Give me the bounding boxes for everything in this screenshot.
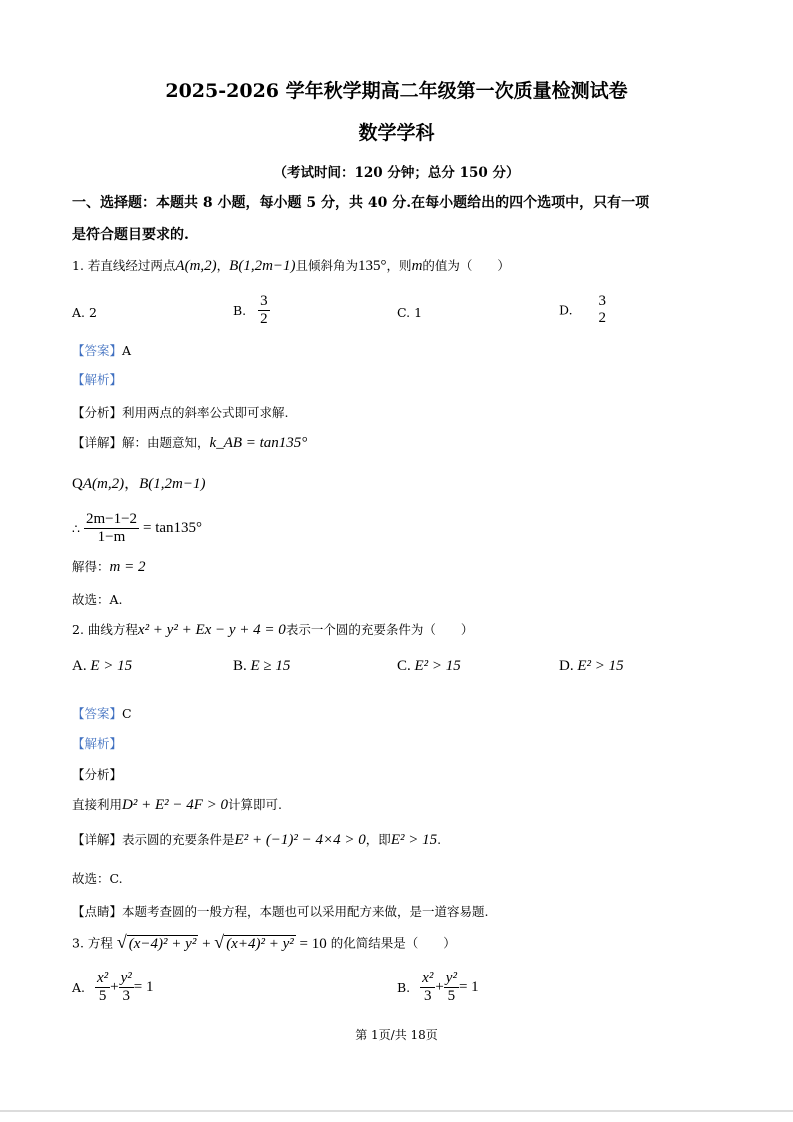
q1-suffix: 的值为（ ） (422, 258, 510, 273)
q2-detail-formula: E² + (−1)² − 4×4 > 0 (234, 832, 366, 848)
q1-option-b-fraction: $\frac{3}{2}$ (260, 293, 268, 327)
q2-direct-formula: D² + E² − 4F > 0 (122, 797, 229, 813)
q1-option-c: C. 1 (397, 305, 423, 320)
exam-info: （考试时间：120 分钟；总分 150 分） (273, 165, 520, 181)
q3-stem: 3. 方程 √ (x−4)² + y² + √ (x+4)² + y² = 10 的化简结果是（ ） (72, 932, 456, 952)
section-heading-line2: 是符合题目要求的. (72, 227, 189, 243)
q1-step2: ∴ $\frac{2m-1-2}{1-m}$ = tan135° (72, 511, 203, 545)
answer-tag: 【答案】 (72, 706, 123, 721)
q1-step2-fraction: $\frac{2m-1-2}{1-m}$ (85, 511, 138, 545)
q3-option-b: B. $\frac{\text{x²}}{3}$ + $\frac{\text{y²}}{5}$ = 1 (397, 970, 479, 1004)
q3-option-a-y-fraction: $\frac{\text{y²}}{3}$ (120, 970, 132, 1004)
q1-choose: 故选：A. (72, 592, 123, 607)
q2-option-a: A. E > 15 (72, 658, 133, 674)
q2-answer-value: C (122, 706, 132, 721)
q2-option-c: C. E² > 15 (397, 658, 461, 674)
section-heading-line1: 一、选择题：本题共 8 小题，每小题 5 分，共 40 分.在每小题给出的四个选项中，只有一项 (72, 195, 650, 211)
answer-tag: 【答案】 (72, 343, 123, 358)
q2-analysis-tag: 【解析】 (72, 736, 123, 751)
q1-answer (72, 341, 131, 359)
q3-option-b-x-fraction: $\frac{\text{x²}}{3}$ (422, 970, 434, 1004)
q2-fenxi-tag: 【分析】 (72, 767, 123, 782)
q1-analysis-tag: 【解析】 (72, 372, 123, 387)
q1-var: m (411, 258, 423, 274)
q3-option-b-y-fraction: $\frac{\text{y²}}{5}$ (445, 970, 457, 1004)
q1-comma: ， (216, 258, 230, 273)
page-title: 2025-2026 学年秋学期高二年级第一次质量检测试卷 (165, 80, 628, 102)
q1-option-d-fraction: 3 2 (598, 293, 607, 326)
q2-stem: 2. 曲线方程x² + y² + Ex − y + 4 = 0表示一个圆的充要条件为（ ） (72, 622, 474, 638)
q1-option-a: A. 2 (72, 305, 97, 320)
q1-prefix: 1. 若直线经过两点 (72, 258, 176, 273)
q1-mid: 且倾斜角为 (295, 258, 359, 273)
q1-option-d: D. 3 2 (559, 293, 607, 326)
page-footer: 第 1页/共 18页 (355, 1028, 438, 1042)
q1-answer-value: A (122, 343, 132, 358)
q1-point-b: B(1,2m−1) (229, 258, 296, 274)
bottom-divider (0, 1110, 793, 1112)
q3-option-a: A. $\frac{\text{x²}}{5}$ + $\frac{\text{y²}}{3}$ = 1 (72, 970, 154, 1004)
q2-direct: 直接利用D² + E² − 4F > 0计算即可. (72, 797, 283, 813)
q1-detail-formula: k_AB = tan135° (209, 435, 308, 451)
q1-mid2: ，则 (386, 258, 412, 273)
subject-title: 数学学科 (358, 122, 435, 144)
q1-option-b: B. $\frac{3}{2}$ (233, 293, 268, 327)
q1-solve: 解得：m = 2 (72, 559, 146, 575)
q2-option-d: D. E² > 15 (559, 658, 624, 674)
q2-detail: 【详解】表示圆的充要条件是E² + (−1)² − 4×4 > 0，即E² > 15. (72, 832, 442, 848)
q2-dianjing: 【点睛】本题考查圆的一般方程，本题也可以采用配方来做，是一道容易题. (72, 904, 489, 919)
q1-fenxi: 【分析】利用两点的斜率公式即可求解. (72, 405, 289, 420)
q2-choose: 故选：C. (72, 871, 123, 886)
q1-step1: QA(m,2)，B(1,2m−1) (72, 476, 206, 492)
q2-equation: x² + y² + Ex − y + 4 = 0 (137, 622, 286, 638)
q3-equation: √ (x−4)² + y² + √ (x+4)² + y² = 10 (116, 932, 327, 952)
q2-answer (72, 704, 132, 722)
q1-stem (72, 256, 510, 275)
q3-option-a-x-fraction: $\frac{\text{x²}}{5}$ (97, 970, 109, 1004)
q2-option-b: B. E ≥ 15 (233, 658, 291, 674)
q1-detail: 【详解】解：由题意知，k_AB = tan135° (72, 435, 308, 451)
q1-angle: 135° (358, 258, 387, 274)
q1-point-a: A(m,2) (175, 258, 217, 274)
